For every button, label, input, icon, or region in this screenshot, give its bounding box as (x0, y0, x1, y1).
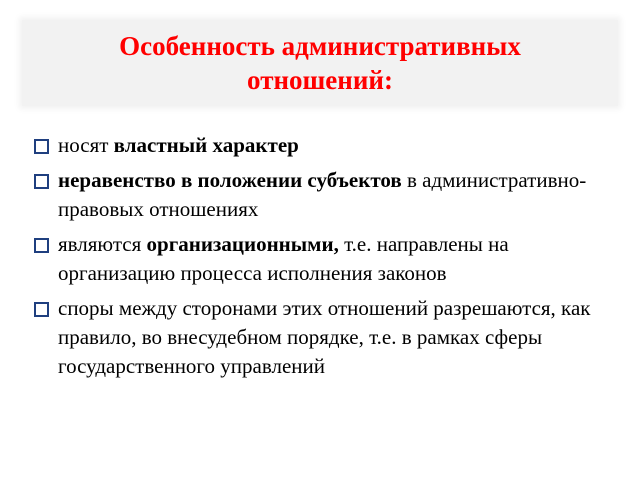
bullet-item (34, 166, 614, 224)
bullet-list (34, 131, 614, 387)
bullet-item (34, 294, 614, 381)
title-box (22, 20, 618, 106)
bullet-text: споры между сторонами этих отношений разрешаются, как правило, во внесудебном порядке, т.е. в рамках сферы государственного управлений (58, 296, 591, 378)
square-bullet-icon (34, 238, 49, 253)
bullet-bold-text: властный характер (113, 133, 299, 157)
bullet-text: являются (58, 232, 147, 256)
square-bullet-icon (34, 139, 49, 154)
square-bullet-icon (34, 302, 49, 317)
bullet-text: носят (58, 133, 114, 157)
bullet-bold-text: неравенство в положении субъектов (58, 168, 402, 192)
bullet-text: в административно-правовых отношениях (58, 168, 587, 221)
bullet-item (34, 131, 614, 160)
bullet-bold-text: организационными, (146, 232, 339, 256)
bullet-item (34, 230, 614, 288)
square-bullet-icon (34, 174, 49, 189)
slide-title: Особенность административных отношений: (119, 31, 521, 95)
bullet-text: т.е. направлены на организацию процесса исполнения законов (58, 232, 509, 285)
